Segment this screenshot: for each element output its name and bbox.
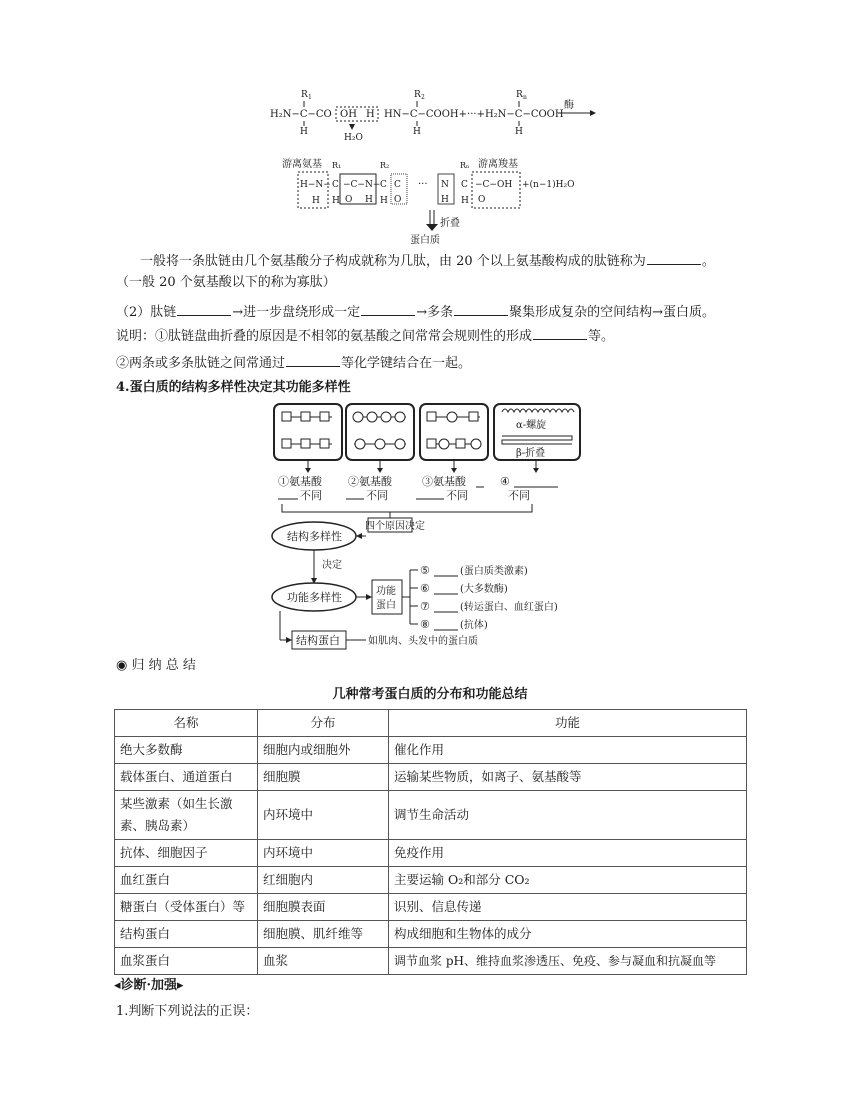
blank-6 — [286, 353, 340, 367]
reason-1: ①氨基酸 — [278, 475, 322, 488]
down-arrow-icon — [349, 124, 355, 130]
svg-text:⑥: ⑥ — [420, 582, 430, 595]
table-header-row — [115, 710, 747, 737]
svg-text:不同: 不同 — [366, 489, 388, 502]
svg-text:C: C — [394, 180, 401, 190]
r1-label: R — [301, 90, 308, 100]
free-carboxyl-label: 游离羧基 — [478, 159, 518, 170]
table-row: 某些激素（如生长激素、胰岛素） 内环境中 调节生命活动 — [115, 791, 747, 840]
table-row: 血浆蛋白 血浆 调节血浆 pH、维持血浆渗透压、免疫、参与凝血和抗凝血等 — [115, 948, 747, 975]
svg-text:n: n — [523, 94, 527, 101]
table-row: 糖蛋白（受体蛋白）等 细胞膜表面 识别、信息传递 — [115, 894, 747, 921]
svg-text:H: H — [380, 196, 388, 206]
paragraph-polypeptide: 一般将一条肽链由几个氨基酸分子构成就称为几肽，由 20 个以上氨基酸构成的肽链称为 。 — [140, 251, 715, 272]
water-label: H₂O — [344, 133, 363, 143]
summary-heading: ◉ 归 纳 总 结 — [116, 658, 196, 673]
question-1: 1.判断下列说法的正误： — [116, 1004, 259, 1019]
svg-text:蛋白: 蛋白 — [376, 600, 396, 611]
diversity-diagram — [268, 402, 588, 654]
table-row: 绝大多数酶 细胞内或细胞外 催化作用 — [115, 737, 747, 764]
hydroxyl-group: OH — [340, 109, 357, 120]
svg-text:H: H — [515, 127, 523, 137]
function-7-text: (转运蛋白、血红蛋白) — [460, 602, 558, 613]
svg-text:C: C — [380, 180, 387, 190]
svg-text:O: O — [345, 195, 353, 205]
blank-1 — [647, 251, 701, 265]
paragraph-note-1: 说明：①肽链盘曲折叠的原因是不相邻的氨基酸之间常常会规则性的形成 等。 — [116, 326, 614, 347]
structural-diversity-label: 结构多样性 — [287, 530, 342, 543]
svg-text:C: C — [461, 180, 468, 190]
svg-text:H: H — [300, 127, 308, 137]
functional-diversity-label: 功能多样性 — [287, 591, 342, 604]
reason-2: ②氨基酸 — [348, 475, 392, 488]
reason-3: ③氨基酸 — [422, 475, 466, 488]
diagnose-heading: ◂诊断·加强▸ — [114, 978, 184, 993]
column-header: 分布 — [258, 710, 389, 737]
blank-3 — [361, 302, 415, 316]
svg-text:⑤: ⑤ — [420, 564, 430, 577]
decide-label: 决定 — [322, 560, 342, 571]
svg-text:R₁: R₁ — [332, 161, 342, 170]
enzyme-label: 酶 — [564, 100, 574, 111]
column-header: 名称 — [115, 710, 258, 737]
condensation-diagram — [260, 86, 600, 248]
svg-text:H−N−: H−N− — [300, 180, 331, 190]
paragraph-note-2: ②两条或多条肽链之间常通过 等化学键结合在一起。 — [116, 353, 471, 374]
svg-text:−C−OH: −C−OH — [475, 180, 513, 190]
table-title: 几种常考蛋白质的分布和功能总结 — [332, 687, 528, 702]
hydrogen-atom: H — [366, 109, 375, 120]
paragraph-structure: （2）肽链 →进一步盘绕形成一定 →多条 聚集形成复杂的空间结构→蛋白质。 — [116, 302, 715, 323]
table-row: 血红蛋白 红细胞内 主要运输 O₂和部分 CO₂ — [115, 867, 747, 894]
amino-acid-chain: HN−C−COOH+···+H₂N−C−COOH — [384, 109, 564, 120]
svg-text:O: O — [478, 195, 486, 205]
svg-text:R₂: R₂ — [380, 161, 390, 170]
svg-text:不同: 不同 — [300, 489, 322, 502]
svg-text:不同: 不同 — [508, 489, 530, 502]
svg-text:2: 2 — [421, 94, 425, 101]
svg-text:⑧: ⑧ — [420, 618, 430, 631]
r2-label: R — [414, 90, 421, 100]
protein-summary-table — [114, 709, 747, 975]
table-row: 结构蛋白 细胞膜、肌纤维等 构成细胞和生物体的成分 — [115, 921, 747, 948]
svg-text:N: N — [441, 180, 449, 190]
amino-acid-1: H₂N−C−CO — [270, 109, 332, 120]
svg-text:H: H — [441, 195, 449, 205]
four-reasons-label: 四个原因决定 — [365, 521, 425, 532]
svg-text:H: H — [413, 127, 421, 137]
svg-text:O: O — [394, 195, 402, 205]
alpha-helix-label: α-螺旋 — [516, 420, 547, 431]
function-8-text: (抗体) — [460, 620, 488, 631]
blank-5 — [533, 326, 587, 340]
section-heading-4: 4.蛋白质的结构多样性决定其功能多样性 — [116, 380, 351, 395]
table-row: 抗体、细胞因子 内环境中 免疫作用 — [115, 840, 747, 867]
double-arrow-icon — [426, 224, 438, 231]
paragraph-oligopeptide: （一般 20 个氨基酸以下的称为寡肽） — [116, 275, 336, 290]
left-arrow-icon — [356, 533, 362, 539]
structural-protein-example: 如肌肉、头发中的蛋白质 — [368, 636, 478, 647]
fold-label: 折叠 — [440, 218, 460, 229]
function-6-text: (大多数酶) — [460, 584, 508, 595]
svg-text:−C−N−: −C−N− — [343, 180, 381, 190]
beta-sheet-label: β-折叠 — [516, 448, 546, 459]
svg-text:1: 1 — [308, 94, 312, 101]
blank-4 — [454, 302, 508, 316]
free-amino-label: 游离氨基 — [282, 159, 322, 170]
function-5-text: (蛋白质类激素) — [460, 566, 528, 577]
right-arrow-icon — [590, 110, 596, 116]
reason-4: ④ — [500, 475, 510, 488]
svg-text:···: ··· — [418, 179, 428, 190]
svg-text:⑦: ⑦ — [420, 600, 430, 613]
svg-text:H: H — [312, 196, 320, 206]
rn-label: R — [516, 90, 523, 100]
svg-text:功能: 功能 — [376, 586, 396, 597]
svg-text:不同: 不同 — [446, 489, 468, 502]
svg-text:H: H — [332, 196, 340, 206]
svg-text:C: C — [332, 180, 339, 190]
blank-2 — [177, 302, 231, 316]
protein-label: 蛋白质 — [410, 235, 440, 246]
svg-text:Rₙ: Rₙ — [460, 161, 470, 170]
svg-text:H: H — [365, 195, 373, 205]
table-row: 载体蛋白、通道蛋白 细胞膜 运输某些物质，如离子、氨基酸等 — [115, 764, 747, 791]
svg-text:H: H — [461, 196, 469, 206]
structural-protein-label: 结构蛋白 — [296, 634, 340, 647]
column-header: 功能 — [389, 710, 747, 737]
water-released: +(n−1)H₂O — [522, 180, 575, 190]
